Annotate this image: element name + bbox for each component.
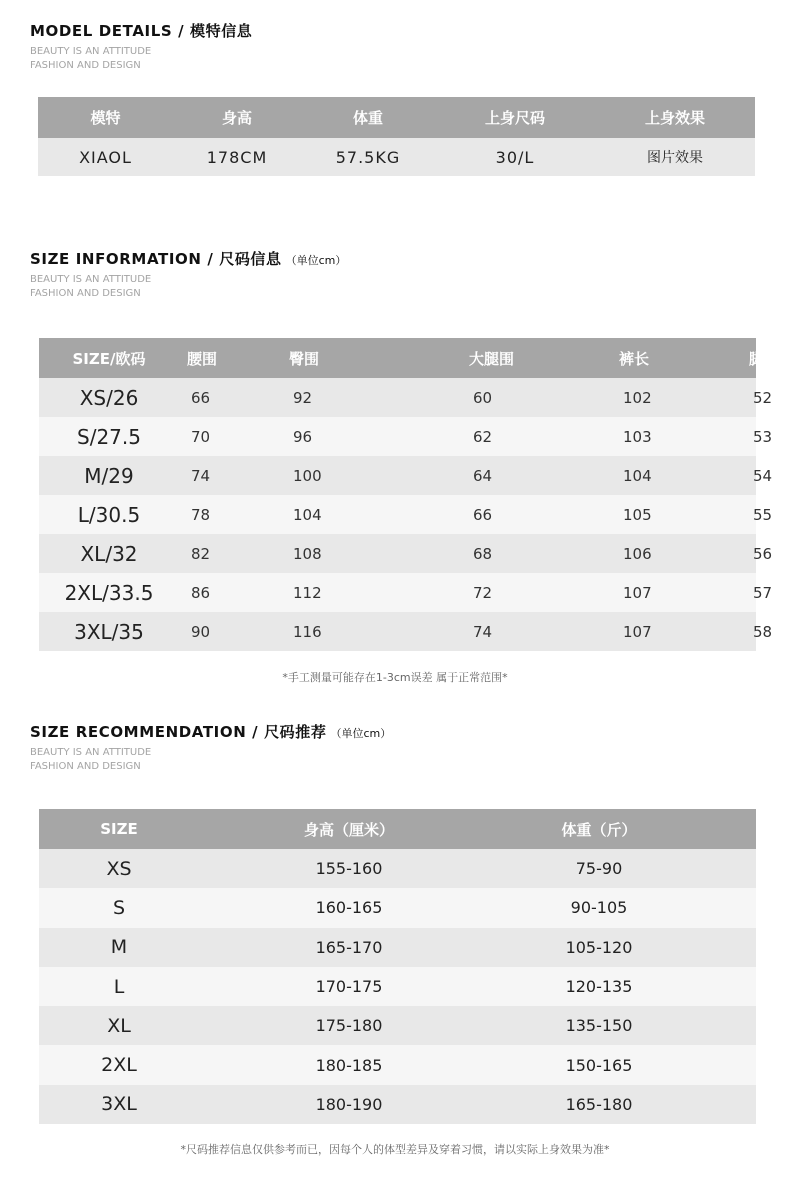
weight-range-cell: 165-180: [565, 1094, 633, 1114]
hip-cell: 92: [293, 388, 313, 407]
length-cell: 107: [623, 622, 652, 641]
model-name: XIAOL: [79, 147, 132, 167]
table-row: L/30.5 78 104 66 105 55: [39, 495, 756, 534]
rec-section-unit: （单位cm）: [330, 727, 392, 740]
waist-cell: 66: [191, 388, 211, 407]
header-cell-waist: 腰围: [187, 349, 218, 368]
size-cell: 2XL/33.5: [64, 580, 154, 605]
table-row: [39, 888, 756, 927]
waist-cell: 74: [191, 466, 211, 485]
size-cell: S: [112, 896, 126, 919]
size-cell: 3XL: [101, 1093, 137, 1116]
size-section-subtitle-1: BEAUTY IS AN ATTITUDE: [30, 274, 152, 285]
hip-cell: 116: [293, 622, 322, 641]
recommendation-note: *尺码推荐信息仅供参考而已，因每个人的体型差异及穿着习惯，请以实际上身效果为准*: [180, 1143, 610, 1156]
header-cell-height: 身高: [221, 109, 252, 127]
length-cell: 103: [623, 427, 652, 446]
table-header-row: [38, 97, 755, 138]
length-cell: 102: [623, 388, 652, 407]
table-row: [39, 1045, 756, 1084]
model-section-header: [30, 20, 252, 73]
table-header-row: SIZE/欧码 腰围 臀围 大腿围 裤长 脚口: [39, 338, 756, 378]
thigh-cell: 74: [473, 622, 493, 641]
size-cell: XL: [107, 1014, 131, 1037]
waist-cell: 86: [191, 583, 211, 602]
size-section-unit: （单位cm）: [285, 254, 347, 267]
thigh-cell: 64: [473, 466, 493, 485]
table-row: [39, 928, 756, 967]
table-row: [39, 967, 756, 1006]
table-header-row: [39, 809, 756, 849]
table-row: [39, 849, 756, 888]
size-cell: XS: [106, 857, 132, 880]
size-section-subtitle-2: FASHION AND DESIGN: [30, 288, 141, 299]
height-range-cell: 170-175: [315, 977, 383, 997]
model-section-subtitle-2: FASHION AND DESIGN: [30, 60, 141, 71]
thigh-cell: 66: [473, 505, 493, 524]
weight-range-cell: 90-105: [570, 898, 628, 918]
size-section-header: [30, 248, 346, 301]
height-range-cell: 155-160: [315, 859, 383, 879]
header-cell-size: SIZE/欧码: [72, 349, 146, 368]
weight-range-cell: 105-120: [565, 937, 633, 957]
table-row: XS/26 66 92 60 102 52: [39, 378, 756, 417]
header-cell-height-cm: 身高（厘米）: [303, 820, 394, 839]
thigh-cell: 72: [473, 583, 493, 602]
height-range-cell: 175-180: [315, 1016, 383, 1036]
model-section-subtitle-1: BEAUTY IS AN ATTITUDE: [30, 46, 152, 57]
waist-cell: 78: [191, 505, 211, 524]
thigh-cell: 68: [473, 544, 493, 563]
size-cell: L/30.5: [77, 502, 141, 527]
header-cell-size: SIZE: [100, 820, 138, 838]
table-row: [39, 1085, 756, 1124]
header-cell-length: 裤长: [619, 349, 650, 368]
table-row: [38, 138, 755, 176]
model-details-table: [38, 97, 755, 176]
hip-cell: 108: [293, 544, 322, 563]
table-row: 2XL/33.5 86 112 72 107 57: [39, 573, 756, 612]
header-cell-worn-effect: 上身效果: [644, 109, 705, 127]
rec-section-title: SIZE RECOMMENDATION / 尺码推荐: [30, 723, 327, 741]
height-range-cell: 160-165: [315, 898, 383, 918]
size-recommendation-table: [39, 809, 756, 1124]
thigh-cell: 60: [473, 388, 493, 407]
model-section-title: MODEL DETAILS / 模特信息: [30, 22, 253, 40]
size-section-title: SIZE INFORMATION / 尺码信息: [30, 250, 282, 268]
size-cell: 3XL/35: [74, 619, 144, 644]
rec-section-subtitle-2: FASHION AND DESIGN: [30, 761, 141, 772]
height-range-cell: 180-185: [315, 1055, 383, 1075]
height-range-cell: 165-170: [315, 937, 383, 957]
header-cell-worn-size: 上身尺码: [484, 109, 545, 127]
size-measurement-note: *手工测量可能存在1-3cm误差 属于正常范围*: [282, 671, 508, 684]
size-cell: XL/32: [80, 541, 138, 566]
weight-range-cell: 135-150: [565, 1016, 633, 1036]
waist-cell: 82: [191, 544, 211, 563]
hip-cell: 112: [293, 583, 322, 602]
model-worn-effect: 图片效果: [647, 150, 703, 166]
header-cell-weight-jin: 体重（斤）: [561, 820, 637, 839]
model-worn-size: 30/L: [495, 147, 535, 167]
waist-cell: 90: [191, 622, 211, 641]
length-cell: 106: [623, 544, 652, 563]
table-row: M/29 74 100 64 104 54: [39, 456, 756, 495]
header-cell-weight: 体重: [352, 109, 383, 127]
size-information-table: [39, 338, 780, 651]
hip-cell: 100: [293, 466, 322, 485]
length-cell: 104: [623, 466, 652, 485]
model-weight: 57.5KG: [335, 147, 401, 167]
size-cell: L: [113, 975, 125, 998]
header-cell-thigh: 大腿围: [469, 349, 515, 368]
weight-range-cell: 150-165: [565, 1055, 633, 1075]
model-height: 178CM: [206, 147, 268, 167]
size-cell: 2XL: [101, 1054, 137, 1077]
length-cell: 105: [623, 505, 652, 524]
waist-cell: 70: [191, 427, 211, 446]
hip-cell: 104: [293, 505, 322, 524]
height-range-cell: 180-190: [315, 1094, 383, 1114]
size-cell: M: [110, 936, 128, 959]
table-row: S/27.5 70 96 62 103 53: [39, 417, 756, 456]
header-cell-hip: 臀围: [289, 349, 320, 368]
table-row: 3XL/35 90 116 74 107 58: [39, 612, 756, 651]
thigh-cell: 62: [473, 427, 493, 446]
hip-cell: 96: [293, 427, 313, 446]
size-cell: S/27.5: [77, 424, 141, 449]
header-cell-model: 模特: [90, 109, 121, 127]
length-cell: 107: [623, 583, 652, 602]
size-cell: M/29: [84, 463, 134, 488]
rec-section-subtitle-1: BEAUTY IS AN ATTITUDE: [30, 747, 152, 758]
weight-range-cell: 120-135: [565, 977, 633, 997]
table-row: [39, 1006, 756, 1045]
rec-section-header: [30, 721, 391, 774]
weight-range-cell: 75-90: [575, 859, 623, 879]
table-row: XL/32 82 108 68 106 56: [39, 534, 756, 573]
size-cell: XS/26: [79, 385, 139, 410]
